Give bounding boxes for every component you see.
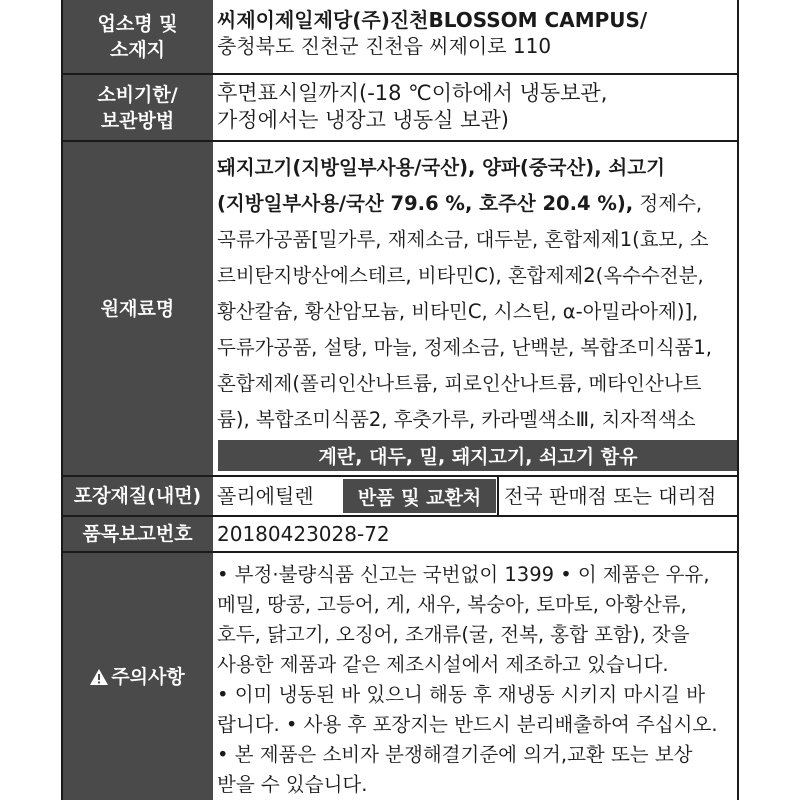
report-label-text: 품목보고번호	[82, 523, 193, 545]
caution-line: 호두, 닭고기, 오징어, 조개류(굴, 전복, 홍합 포함), 잣을	[217, 623, 690, 646]
expiry-label-line1: 소비기한/	[97, 83, 178, 106]
allergen-text: 계란, 대두, 밀, 돼지고기, 쇠고기 함유	[318, 446, 638, 468]
expiry-line2: 가정에서는 냉장고 냉동실 보관)	[217, 108, 509, 132]
maker-label	[62, 0, 213, 73]
maker-name: 씨제이제일제당(주)진천BLOSSOM CAMPUS/	[217, 8, 648, 32]
return-label-text: 반품 및 교환처	[357, 486, 482, 509]
caution-value	[213, 560, 738, 800]
right-border	[737, 0, 739, 800]
ingredient-line: 돼지고기(지방일부사용/국산), 양파(중국산), 쇠고기	[217, 156, 665, 179]
return-label	[343, 479, 496, 513]
ingredients-label	[62, 142, 213, 475]
maker-label-line1: 업소명 및	[97, 12, 178, 35]
caution-line: • 이미 냉동된 바 있으니 해동 후 재냉동 시키지 마시길 바	[217, 683, 705, 706]
return-value	[500, 483, 738, 509]
ingredient-line: 르비탄지방산에스테르, 비타민C), 혼합제제2(옥수수전분,	[217, 264, 704, 287]
report-value	[213, 521, 738, 547]
ingredients-label-text: 원재료명	[100, 297, 175, 320]
ingredient-line: 륨), 복합조미식품2, 후춧가루, 카라멜색소Ⅲ, 치자적색소	[217, 408, 696, 431]
left-border	[61, 0, 63, 800]
packaging-label	[62, 477, 213, 515]
ingredient-line: 곡류가공품[밀가루, 재제소금, 대두분, 혼합제제1(효모, 소	[217, 228, 709, 251]
ingredient-bold-part: (지방일부사용/국산 79.6 %, 호주산 20.4 %),	[217, 192, 634, 215]
caution-line: • 부정·불량식품 신고는 국번없이 1399 • 이 제품은 우유,	[217, 563, 710, 586]
expiry-line1: 후면표시일까지(-18 ℃이하에서 냉동보관,	[217, 81, 608, 105]
expiry-label	[62, 75, 213, 140]
ingredient-rest: 정제수,	[633, 192, 703, 215]
ingredients-value	[213, 150, 738, 438]
caution-label	[62, 553, 213, 800]
return-place: 전국 판매점 또는 대리점	[504, 484, 717, 508]
ingredient-line: 혼합제제(폴리인산나트륨, 피로인산나트륨, 메타인산나트	[217, 372, 702, 395]
maker-address: 충청북도 진천군 진천읍 씨제이로 110	[217, 34, 552, 58]
caution-line: 받을 수 있습니다.	[217, 773, 368, 796]
expiry-label-line2: 보관방법	[100, 109, 175, 132]
report-number: 20180423028-72	[217, 522, 390, 546]
caution-line: 랍니다. • 사용 후 포장지는 반드시 분리배출하여 주십시오.	[217, 713, 718, 736]
ingredient-line: 두류가공품, 설탕, 마늘, 정제소금, 난백분, 복합조미식품1,	[217, 336, 713, 359]
allergen-bar	[218, 440, 738, 471]
maker-value	[213, 7, 738, 59]
return-divider	[497, 477, 499, 515]
report-label	[62, 517, 213, 551]
packaging-material: 폴리에틸렌	[217, 484, 314, 508]
warning-icon	[90, 669, 108, 685]
maker-label-line2: 소재지	[109, 38, 166, 61]
caution-line: 사용한 제품과 같은 제조시설에서 제조하고 있습니다.	[217, 653, 669, 676]
caution-label-text: 주의사항	[111, 665, 185, 688]
caution-line: 메밀, 땅콩, 고등어, 게, 새우, 복숭아, 토마토, 아황산류,	[217, 593, 687, 616]
caution-line: • 본 제품은 소비자 분쟁해결기준에 의거,교환 또는 보상	[217, 743, 693, 766]
packaging-label-text: 포장재질(내면)	[73, 485, 202, 507]
ingredient-line: 황산칼슘, 황산암모늄, 비타민C, 시스틴, α-아밀라아제)],	[217, 300, 699, 323]
expiry-value	[213, 80, 738, 134]
ingredient-line	[217, 186, 738, 222]
packaging-value	[213, 483, 338, 509]
